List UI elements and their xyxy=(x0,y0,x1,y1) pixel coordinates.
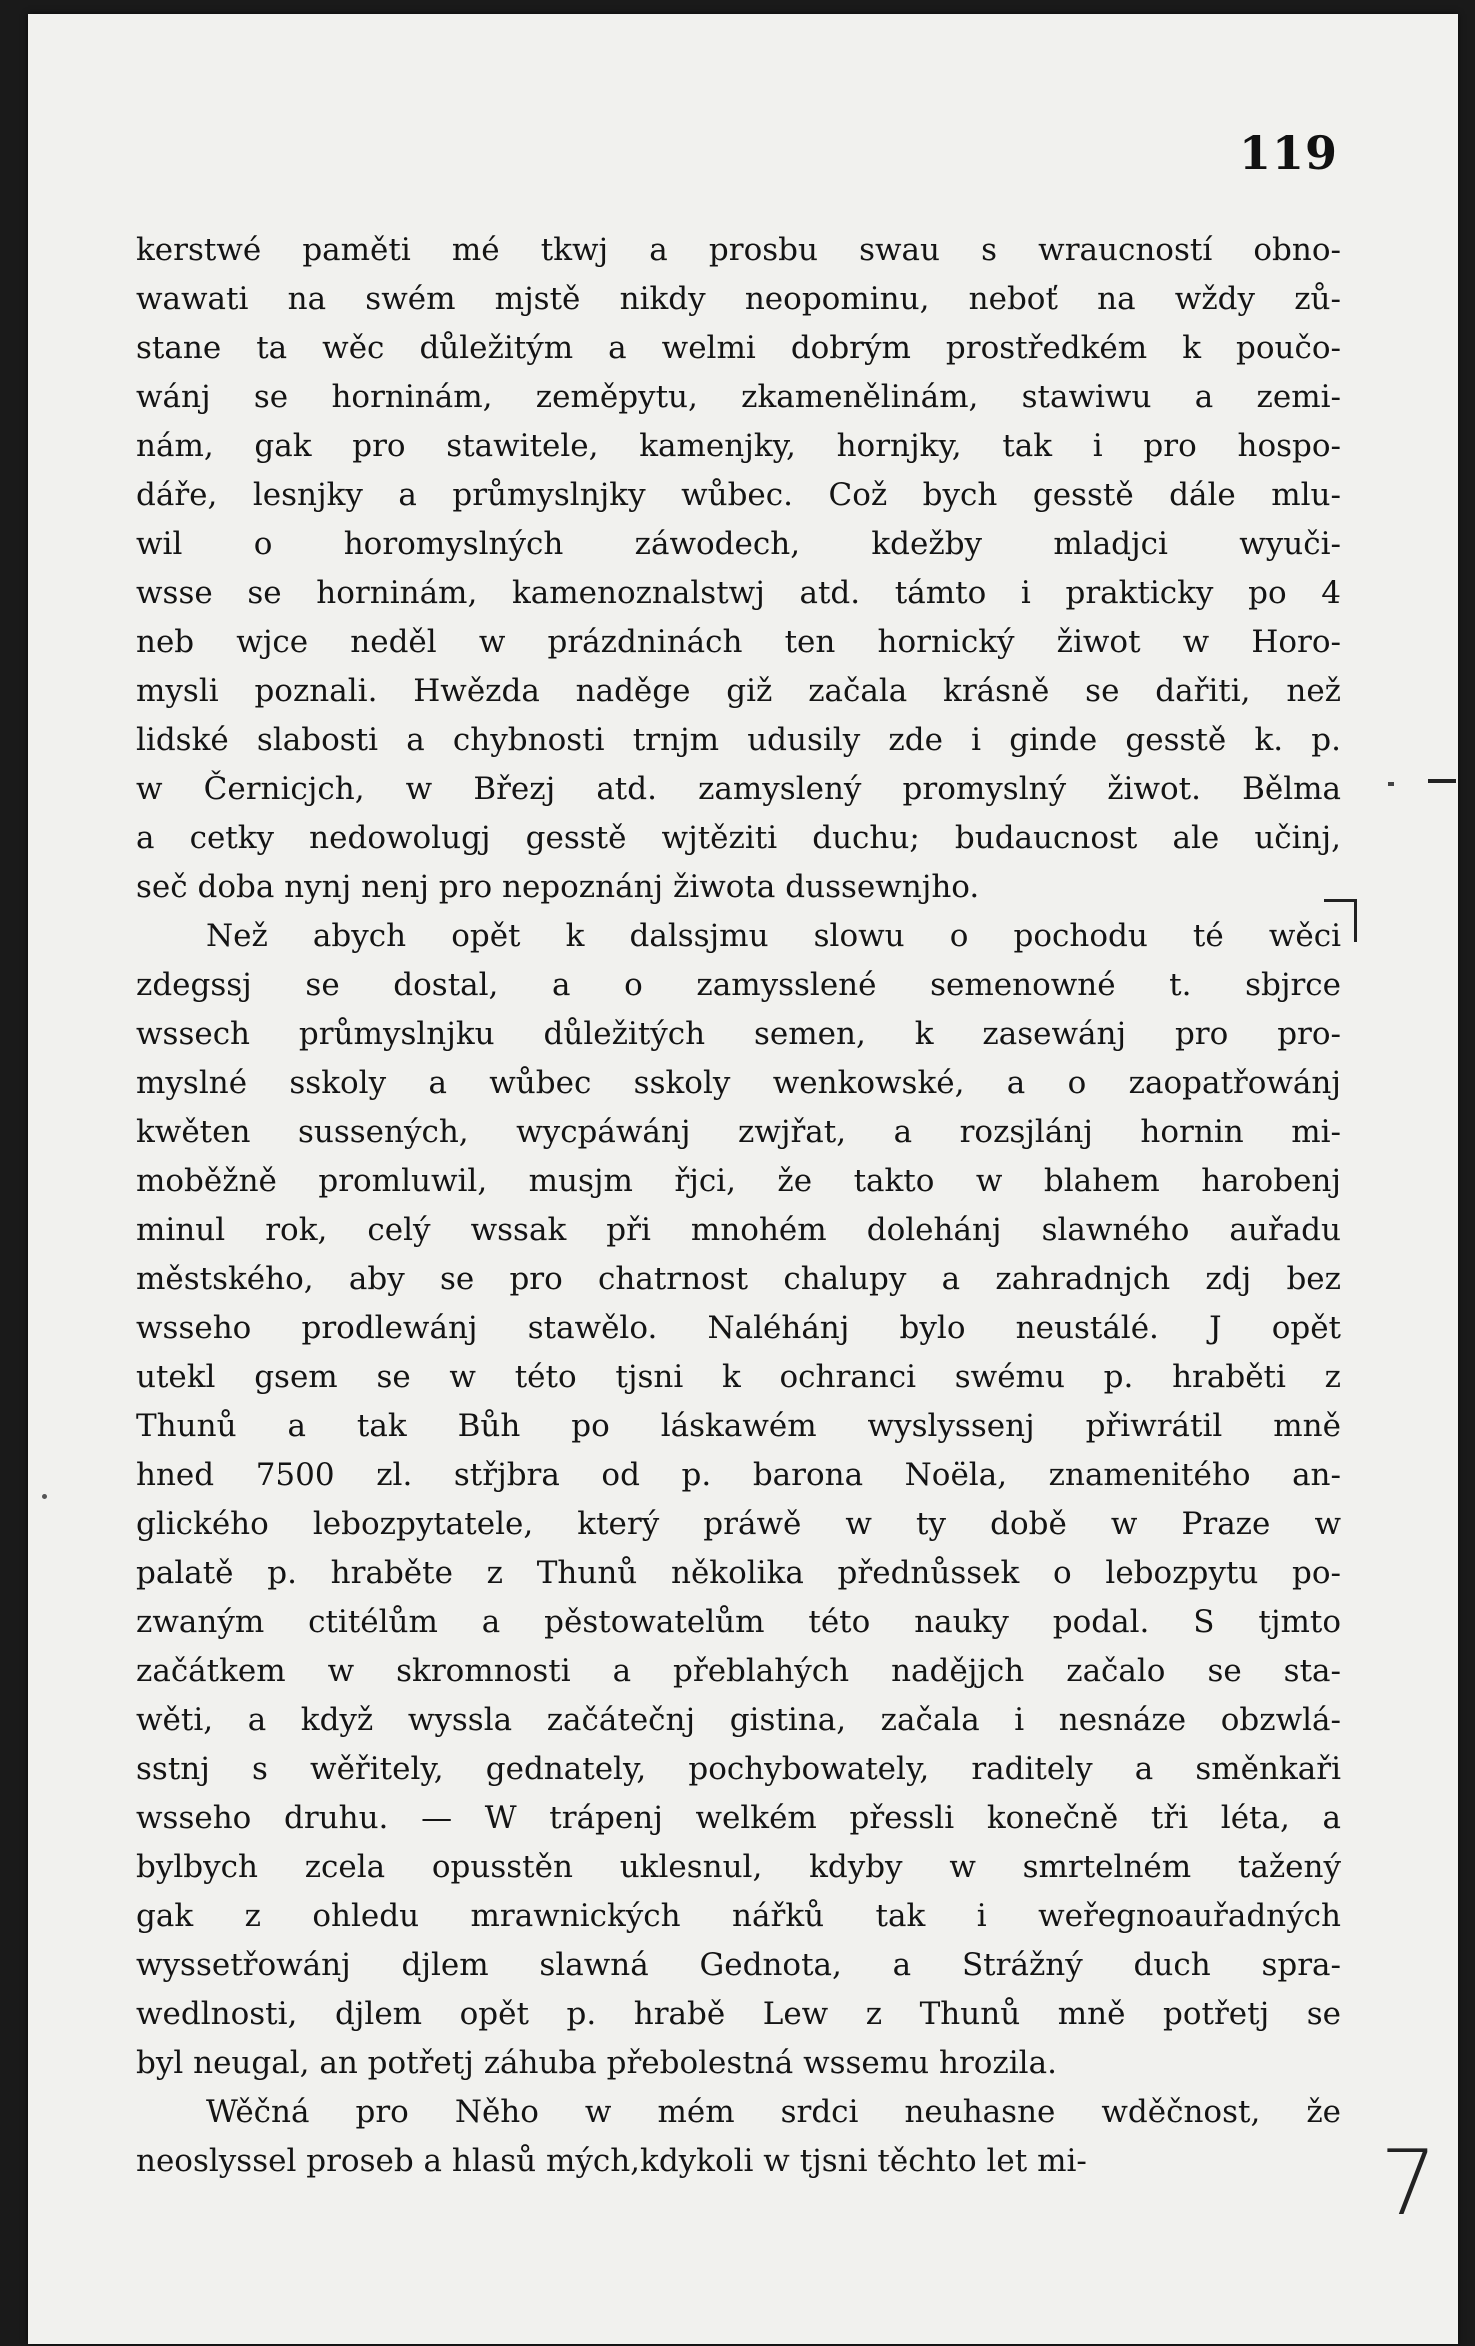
text-line: neb wjce neděl w prázdninách ten hornický žiwot w Horo- xyxy=(136,624,1341,660)
text-line: w Černicjch, w Březj atd. zamyslený promyslný žiwot. Bělma xyxy=(136,771,1341,807)
margin-handwritten-seven: 7 xyxy=(1380,2131,1438,2236)
text-line: a cetky nedowolugj gesstě wjtěziti duchu; budaucnost ale učinj, xyxy=(136,820,1341,856)
text-line: wánj se horninám, zeměpytu, zkamenělinám, stawiwu a zemi- xyxy=(136,379,1341,415)
text-line: wěti, a když wyssla začátečnj gistina, začala i nesnáze obzwlá- xyxy=(136,1702,1341,1738)
text-line: wsse se horninám, kamenoznalstwj atd. támto i prakticky po 4 xyxy=(136,575,1341,611)
text-line: wedlnosti, djlem opět p. hrabě Lew z Thunů mně potřetj se xyxy=(136,1996,1341,2032)
text-line: moběžně promluwil, musjm řjci, že takto w blahem harobenj xyxy=(136,1163,1341,1199)
text-line: wssech průmyslnjku důležitých semen, k zasewánj pro pro- xyxy=(136,1016,1341,1052)
text-line: glického lebozpytatele, který práwě w ty době w Praze w xyxy=(136,1506,1341,1542)
text-line: wil o horomyslných záwodech, kdežby mladjci wyuči- xyxy=(136,526,1341,562)
text-line: wyssetřowánj djlem slawná Gednota, a Strážný duch spra- xyxy=(136,1947,1341,1983)
body-text xyxy=(136,226,1341,2186)
text-line: mysli poznali. Hwězda naděge giž začala krásně se dařiti, než xyxy=(136,673,1341,709)
text-line: sstnj s wěřitely, gednately, pochybowately, raditely a směnkaři xyxy=(136,1751,1341,1787)
text-line: minul rok, celý wssak při mnohém dolehánj slawného auřadu xyxy=(136,1212,1341,1248)
text-line: myslné sskoly a wůbec sskoly wenkowské, a o zaopatřowánj xyxy=(136,1065,1341,1101)
text-line: wawati na swém mjstě nikdy neopominu, neboť na wždy zů- xyxy=(136,281,1341,317)
text-line: gak z ohledu mrawnických nářků tak i weřegnoauřadných xyxy=(136,1898,1341,1934)
text-line: zwaným ctitélům a pěstowatelům této nauky podal. S tjmto xyxy=(136,1604,1341,1640)
margin-bracket-mark xyxy=(1324,899,1357,942)
text-line: bylbych zcela opusstěn uklesnul, kdyby w smrtelném tažený xyxy=(136,1849,1341,1885)
text-line: wsseho prodlewánj stawělo. Naléhánj bylo neustálé. J opět xyxy=(136,1310,1341,1346)
text-line: dáře, lesnjky a průmyslnjky wůbec. Což bych gesstě dále mlu- xyxy=(136,477,1341,513)
text-line: kwěten sussených, wycpáwánj zwjřat, a rozsjlánj hornin mi- xyxy=(136,1114,1341,1150)
text-line: začátkem w skromnosti a přeblahých nadějjch začalo se sta- xyxy=(136,1653,1341,1689)
text-line: utekl gsem se w této tjsni k ochranci swému p. hraběti z xyxy=(136,1359,1341,1395)
page-number: 119 xyxy=(1238,126,1338,180)
text-line: stane ta wěc důležitým a welmi dobrým prostředkém k poučo- xyxy=(136,330,1341,366)
text-line: nám, gak pro stawitele, kamenjky, hornjky, tak i pro hospo- xyxy=(136,428,1341,464)
margin-dash-mark xyxy=(1428,779,1456,783)
text-line: městského, aby se pro chatrnost chalupy a zahradnjch zdj bez xyxy=(136,1261,1341,1297)
text-line: zdegssj se dostal, a o zamysslené semenowné t. sbjrce xyxy=(136,967,1341,1003)
text-line: Thunů a tak Bůh po láskawém wyslyssenj přiwrátil mně xyxy=(136,1408,1341,1444)
text-line: kerstwé paměti mé tkwj a prosbu swau s wraucností obno- xyxy=(136,232,1341,268)
text-line: neoslyssel proseb a hlasů mých,kdykoli w tjsni těchto let mi- xyxy=(136,2143,1087,2179)
text-line: wsseho druhu. — W trápenj welkém přessli konečně tři léta, a xyxy=(136,1800,1341,1836)
margin-dot-mark xyxy=(1388,782,1394,786)
text-line: byl neugal, an potřetj záhuba přebolestná wssemu hrozila. xyxy=(136,2045,1057,2081)
page-speck xyxy=(42,1494,47,1499)
text-line: Než abych opět k dalssjmu slowu o pochodu té wěci xyxy=(206,918,1341,954)
book-page xyxy=(28,14,1458,2344)
text-line: seč doba nynj nenj pro nepoznánj žiwota dussewnjho. xyxy=(136,869,980,905)
text-line: hned 7500 zl. střjbra od p. barona Noëla, znamenitého an- xyxy=(136,1457,1341,1493)
text-line: lidské slabosti a chybnosti trnjm udusily zde i ginde gesstě k. p. xyxy=(136,722,1341,758)
text-line: Wěčná pro Něho w mém srdci neuhasne wděčnost, že xyxy=(206,2094,1341,2130)
text-line: palatě p. hraběte z Thunů několika přednůssek o lebozpytu po- xyxy=(136,1555,1341,1591)
